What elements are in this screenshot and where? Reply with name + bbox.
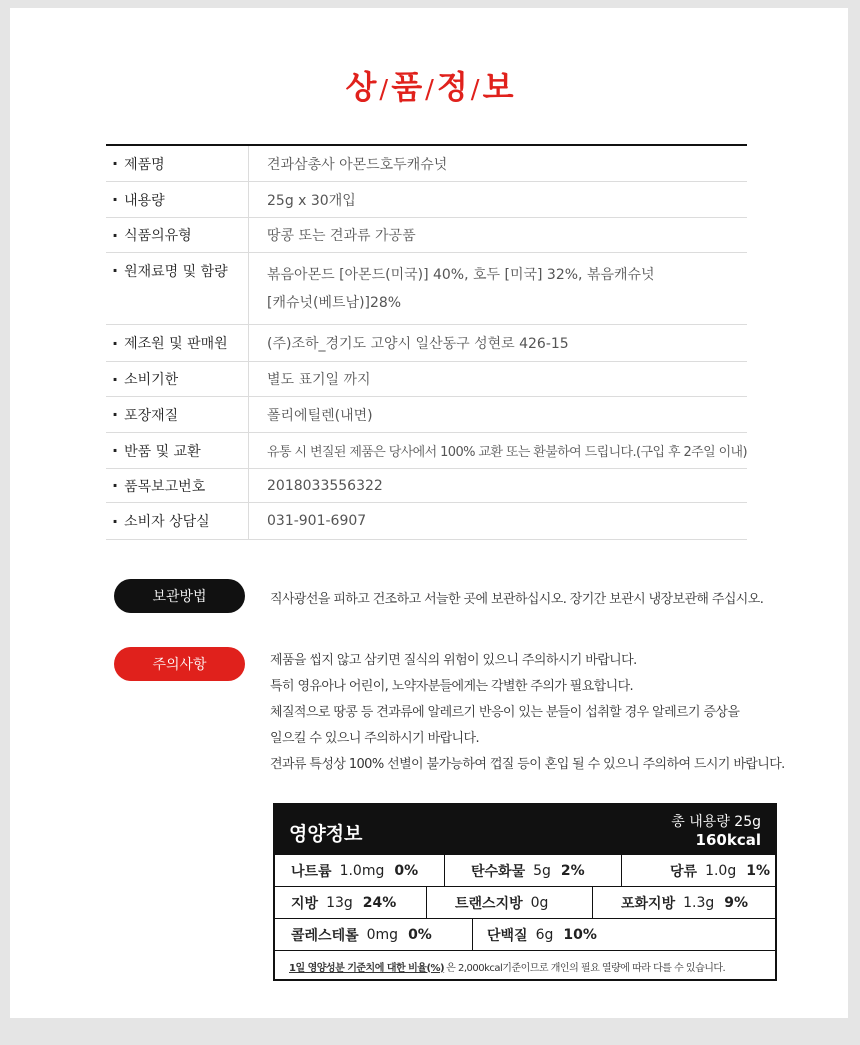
info-row-ingredients [106, 253, 747, 325]
info-value [249, 253, 747, 324]
nutrient-amount: 1.0g [705, 862, 737, 879]
nutrient-name: 나트륨 [291, 863, 332, 880]
info-label: · 품목보고번호 [106, 469, 249, 502]
nutrient-name: 탄수화물 [471, 863, 526, 880]
nutrient-percent: 10% [563, 926, 597, 943]
title-separator: / [470, 75, 481, 105]
nutrition-row [275, 919, 775, 951]
info-value-line: [캐슈넛(베트남)]28% [267, 295, 402, 311]
nutrient-cholesterol [275, 919, 473, 950]
info-row-packaging [106, 397, 747, 433]
nutrient-name: 당류 [670, 863, 698, 880]
storage-text: 직사광선을 피하고 건조하고 서늘한 곳에 보관하십시오. 장기간 보관시 냉장보관해 주십시오. [270, 592, 764, 607]
title-separator: / [379, 75, 390, 105]
nutrient-sodium [275, 855, 445, 886]
caution-line: 일으킬 수 있으니 주의하시기 바랍니다. [270, 731, 479, 746]
info-value: 견과삼총사 아몬드호두캐슈넛 [267, 156, 448, 173]
info-row-quantity [106, 182, 747, 218]
title-char: 품 [391, 68, 424, 106]
nutrient-sugars [622, 855, 775, 886]
info-label: · 소비자 상담실 [106, 503, 249, 539]
nutrient-amount: 1.3g [683, 894, 715, 911]
info-value: 031-901-6907 [267, 513, 367, 529]
storage-label-badge: 보관방법 [114, 579, 245, 613]
nutrition-title: 영양정보 [289, 823, 363, 845]
caution-line: 체질적으로 땅콩 등 견과류에 알레르기 반응이 있는 분들이 섭취할 경우 알레르기 증상을 [270, 705, 740, 720]
nutrient-fat [275, 887, 427, 918]
nutrient-name: 지방 [291, 895, 319, 912]
info-row-report-number [106, 469, 747, 503]
caution-text [270, 648, 810, 778]
title-char: 정 [436, 68, 469, 106]
nutrient-amount: 1.0mg [339, 862, 385, 879]
page-title [0, 62, 860, 108]
info-value: 땅콩 또는 견과류 가공품 [267, 228, 416, 244]
nutrient-percent: 24% [362, 894, 397, 911]
nutrient-percent: 1% [746, 862, 770, 879]
nutrient-protein [473, 919, 775, 950]
info-label: · 내용량 [106, 182, 249, 217]
caution-line: 제품을 씹지 않고 삼키면 질식의 위험이 있으니 주의하시기 바랍니다. [270, 653, 637, 668]
info-row-returns [106, 433, 747, 469]
caution-line: 견과류 특성상 100% 선별이 불가능하여 껍질 등이 혼입 될 수 있으니 주의하여 드시기 바랍니다. [270, 757, 785, 772]
info-value: (주)조하_경기도 고양시 일산동구 성현로 426-15 [267, 336, 569, 352]
caution-label-badge: 주의사항 [114, 647, 245, 681]
info-value: 별도 표기일 까지 [267, 372, 371, 388]
info-value: 25g x 30개입 [267, 192, 356, 209]
title-char: 보 [482, 68, 515, 106]
title-char: 상 [345, 68, 378, 106]
nutrition-footnote [275, 951, 775, 981]
nutrition-header [275, 805, 775, 855]
nutrition-row [275, 887, 775, 919]
nutrition-total [671, 813, 761, 849]
nutrient-percent: 0% [408, 926, 432, 943]
product-info-table [106, 144, 747, 540]
nutrition-footnote-emphasis: 1일 영양성분 기준치에 대한 비율(%) [289, 962, 445, 974]
info-value: 2018033556322 [267, 477, 383, 494]
nutrient-name: 단백질 [487, 927, 528, 944]
nutrient-saturated-fat [593, 887, 775, 918]
info-row-product-name [106, 146, 747, 182]
info-label: · 제조원 및 판매원 [106, 325, 249, 361]
nutrient-percent: 9% [724, 894, 749, 911]
nutrition-row [275, 855, 775, 887]
nutrient-amount: 5g [533, 862, 551, 879]
info-row-food-type [106, 218, 747, 253]
nutrient-amount: 13g [326, 894, 353, 911]
nutrient-percent: 2% [560, 862, 585, 879]
info-label: · 원재료명 및 함량 [106, 253, 249, 324]
info-row-expiry [106, 362, 747, 397]
nutrient-amount: 6g [535, 926, 554, 943]
info-label: · 제품명 [106, 146, 249, 181]
nutrition-facts-box [273, 803, 777, 981]
info-label: · 식품의유형 [106, 218, 249, 252]
info-label: · 반품 및 교환 [106, 433, 249, 468]
info-row-consumer-center [106, 503, 747, 540]
info-value: 폴리에틸렌(내면) [267, 407, 373, 424]
title-separator: / [425, 75, 435, 105]
nutrient-percent: 0% [394, 862, 419, 879]
info-value-line: 볶음아몬드 [아몬드(미국)] 40%, 호두 [미국] 32%, 볶음캐슈넛 [267, 267, 655, 283]
caution-line: 특히 영유아나 어린이, 노약자분들에게는 각별한 주의가 필요합니다. [270, 679, 634, 694]
info-label: · 포장재질 [106, 397, 249, 432]
nutrient-carbohydrate [445, 855, 622, 886]
info-value: 유통 시 변질된 제품은 당사에서 100% 교환 또는 환불하여 드립니다.(구입 후 2주일 이내) [267, 445, 747, 460]
nutrient-trans-fat [427, 887, 593, 918]
nutrient-name: 포화지방 [621, 895, 676, 912]
nutrient-amount: 0mg [366, 926, 399, 943]
info-label: · 소비기한 [106, 362, 249, 396]
nutrition-footnote-text: 은 2,000kcal기준이므로 개인의 필요 열량에 따라 다를 수 있습니다. [446, 962, 726, 974]
nutrient-name: 콜레스테롤 [291, 927, 359, 944]
nutrition-total-content: 총 내용량 25g [671, 814, 761, 830]
info-row-manufacturer [106, 325, 747, 362]
nutrition-kcal: 160kcal [695, 831, 761, 849]
nutrient-amount: 0g [530, 894, 549, 911]
nutrient-name: 트랜스지방 [455, 895, 523, 912]
